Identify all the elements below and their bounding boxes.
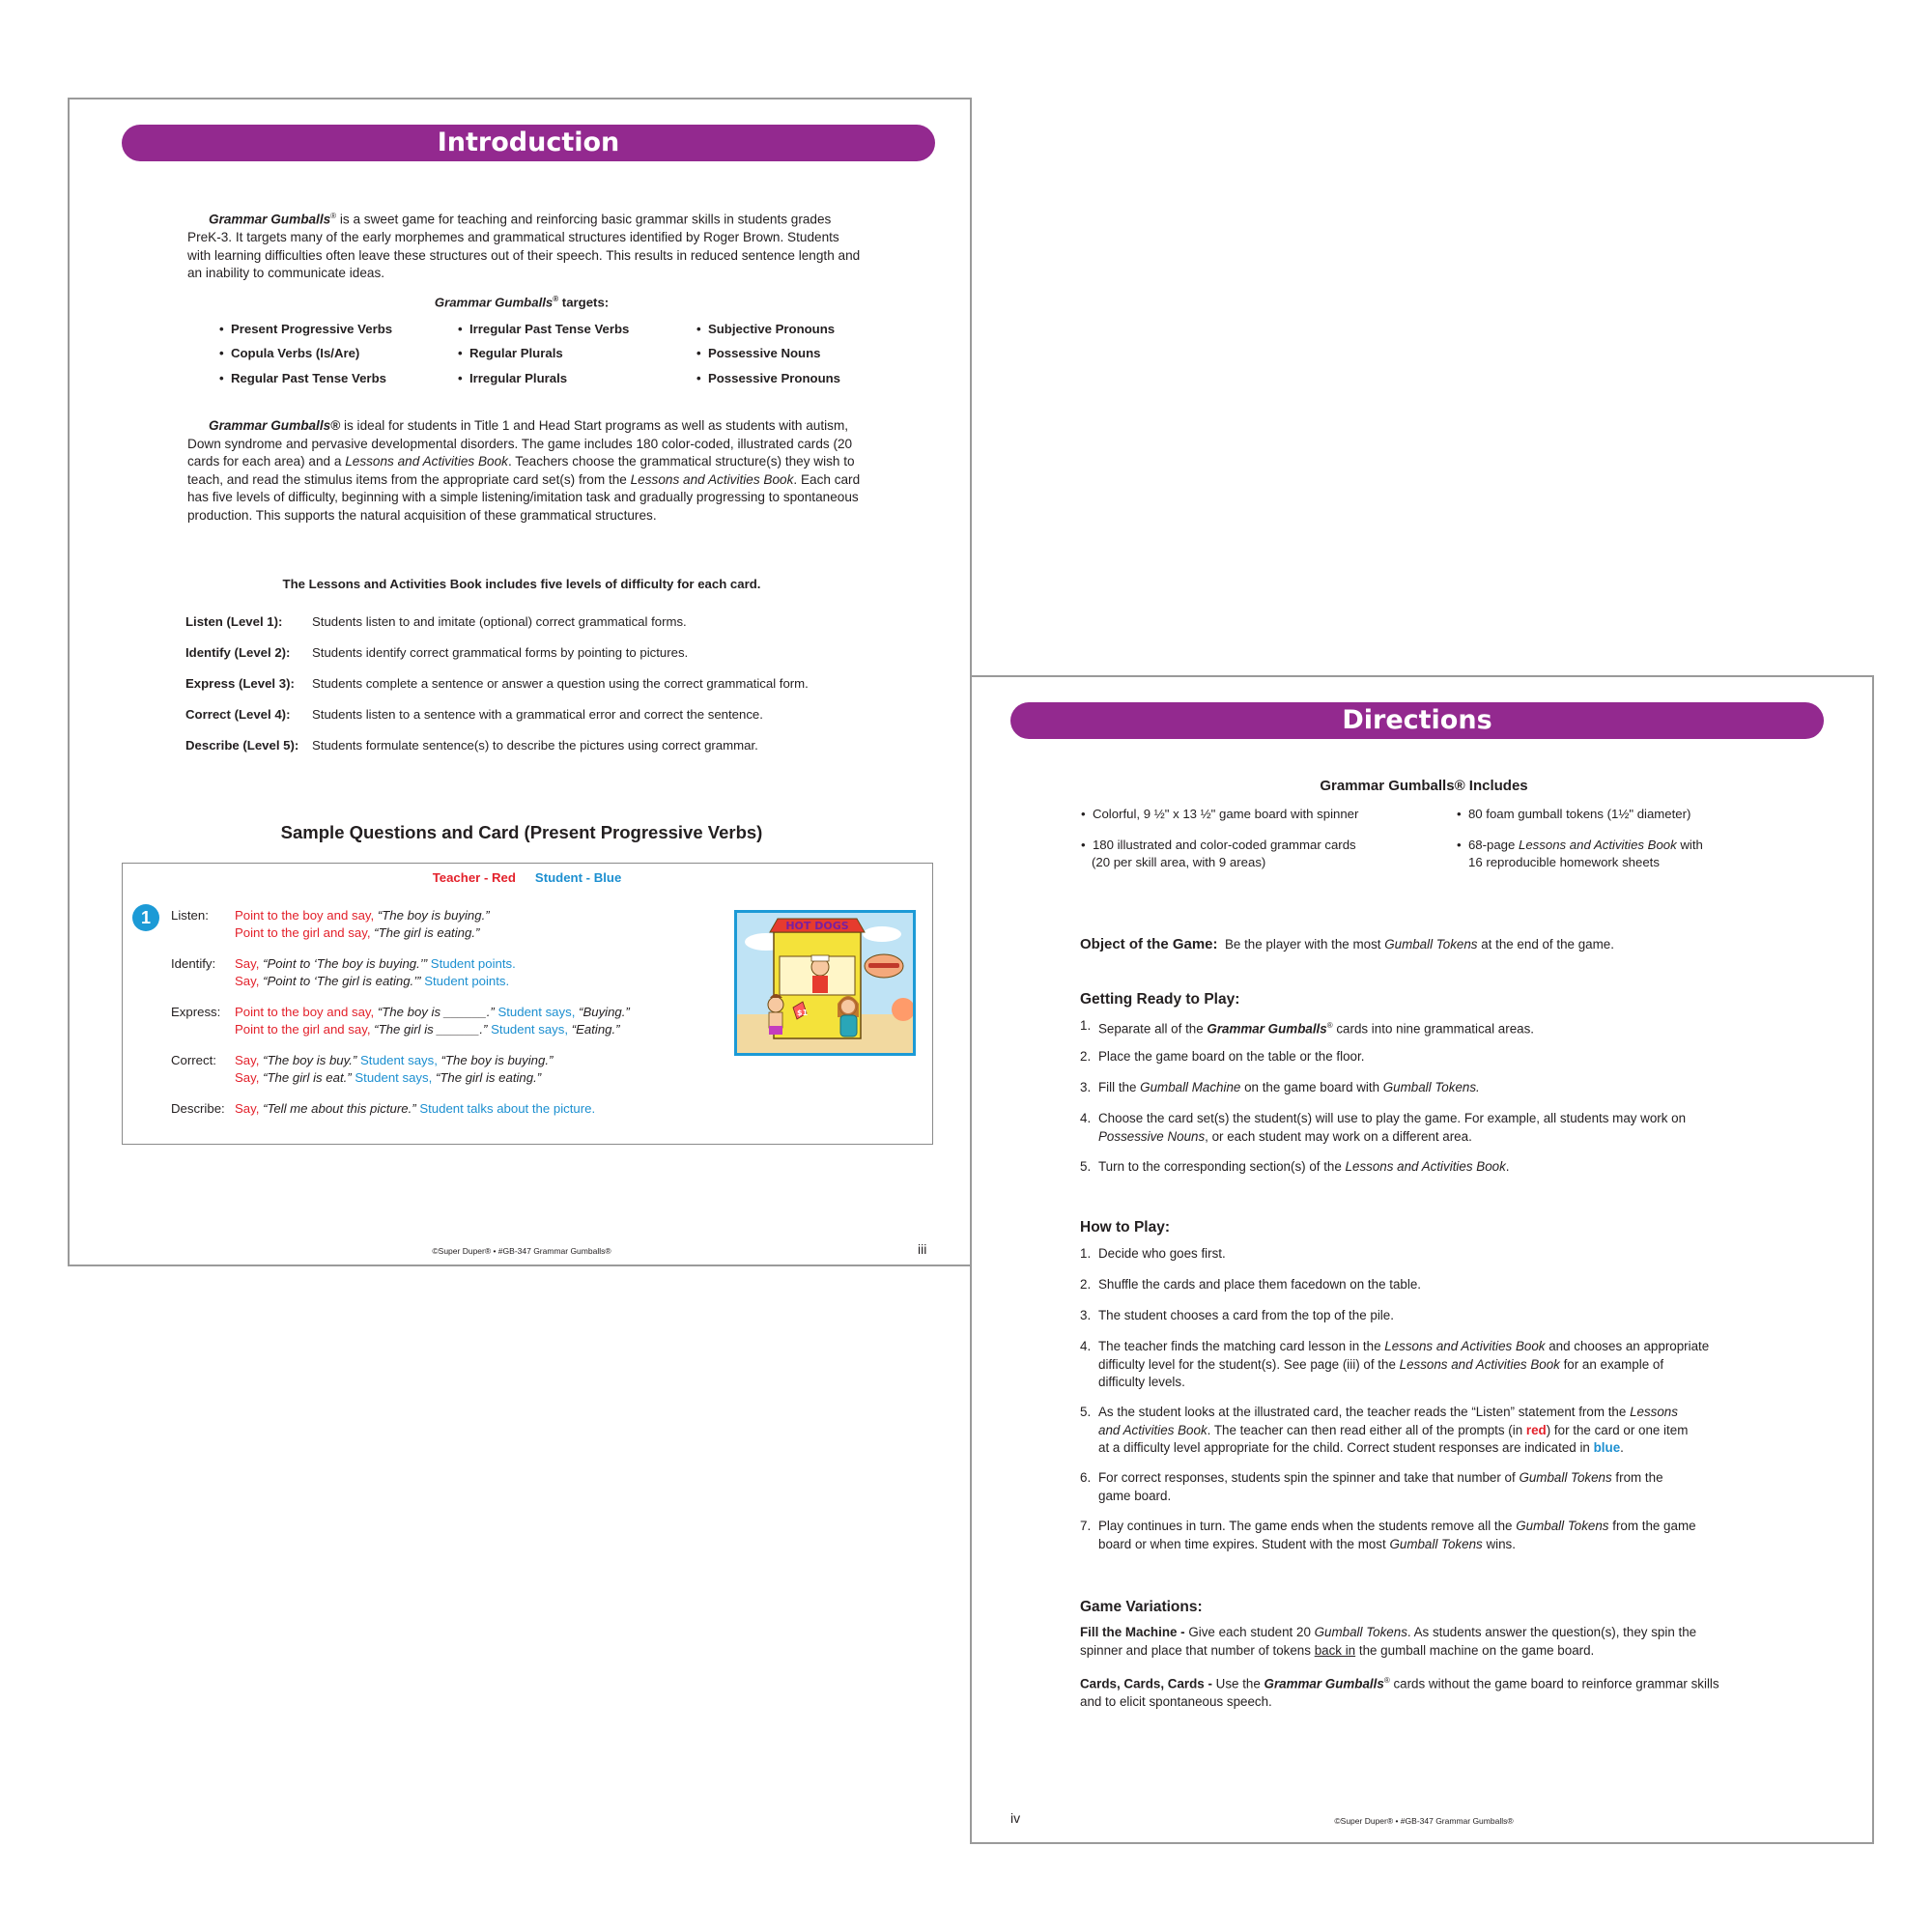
includes-item: • 80 foam gumball tokens (1½" diameter) xyxy=(1457,807,1691,821)
brand-name: Grammar Gumballs® xyxy=(209,418,341,433)
introduction-banner xyxy=(122,125,935,161)
targets-heading xyxy=(70,295,974,309)
describe-label: Describe: xyxy=(171,1101,225,1116)
prompt-line: Say, “The boy is buy.” Student says, “The boy is buying.” xyxy=(235,1053,554,1067)
card-number-badge: 1 xyxy=(132,904,159,931)
reg-mark: ® xyxy=(330,212,337,220)
includes-item-cont: 16 reproducible homework sheets xyxy=(1468,855,1660,869)
game-variations-heading: Game Variations: xyxy=(1080,1599,1203,1615)
book-title: Lessons and Activities Book xyxy=(630,471,794,487)
prompt-line: Point to the girl and say, “The girl is eating.” xyxy=(235,925,480,940)
level-desc: Students identify correct grammatical forms by pointing to pictures. xyxy=(312,645,689,660)
listen-label: Listen: xyxy=(171,908,209,923)
level-desc: Students listen to a sentence with a grammatical error and correct the sentence. xyxy=(312,707,763,722)
target-item: • Regular Past Tense Verbs xyxy=(219,371,386,385)
page-number: iv xyxy=(1010,1810,1021,1826)
introduction-title: Introduction xyxy=(437,128,620,157)
level-desc: Students complete a sentence or answer a question using the correct grammatical form. xyxy=(312,676,809,691)
how-to-play-heading: How to Play: xyxy=(1080,1219,1171,1236)
sample-heading: Sample Questions and Card (Present Progressive Verbs) xyxy=(280,822,763,842)
intro-text: is a sweet game for teaching and reinforcing basic grammar skills in students grades PreK-3. It targets many of the early morphemes and grammatical structures identified by Roger Brown. Students with learning difficulties often leave these structures out of their speech. This results in reduced sentence length and an inability to communicate ideas. xyxy=(187,212,861,281)
includes-item: • Colorful, 9 ½" x 13 ½" game board with spinner xyxy=(1081,807,1359,821)
prompt-line: Say, “Point to ‘The boy is buying.’” Student points. xyxy=(235,956,516,971)
sample-card xyxy=(122,863,933,1145)
prompt-line: Point to the boy and say, “The boy is buying.” xyxy=(235,908,490,923)
ideal-text: . Each card has five levels of difficulty, beginning with a simple listening/imitation task and gradually progressing to spontaneous production. This supports the natural acquisition of these grammatical structures. xyxy=(187,471,861,523)
level-name: Listen (Level 1): xyxy=(185,614,283,629)
target-item: • Irregular Plurals xyxy=(458,371,568,385)
hot-dog-stand-illustration xyxy=(734,910,916,1056)
includes-item: • 68-page Lessons and Activities Book with xyxy=(1457,838,1703,852)
page-footer: ©Super Duper® • #GB-347 Grammar Gumballs® xyxy=(1334,1816,1514,1826)
ideal-text: . Teachers choose the grammatical structure(s) they wish to teach, and read the stimulus items from the appropriate card set(s) from the xyxy=(187,454,855,487)
book-title: Lessons and Activities Book xyxy=(345,454,508,469)
targets-brand: Grammar Gumballs xyxy=(434,295,554,310)
level-name: Describe (Level 5): xyxy=(185,738,299,753)
level-name: Express (Level 3): xyxy=(185,676,295,691)
stand-price-text: $1 xyxy=(797,1009,809,1017)
brand-name: Grammar Gumballs xyxy=(209,212,331,227)
target-item: • Possessive Pronouns xyxy=(696,371,841,385)
levels-heading: The Lessons and Activities Book includes five levels of difficulty for each card. xyxy=(282,577,761,591)
prompt-line: Point to the girl and say, “The girl is ______.” Student says, “Eating.” xyxy=(235,1022,620,1037)
level-desc: Students listen to and imitate (optional) correct grammatical forms. xyxy=(312,614,687,629)
variation-cards: Cards, Cards, Cards - Use the Grammar Gumballs® cards without the game board to reinforce grammar skills and to elicit spontaneous speech. xyxy=(1080,1676,1719,1709)
includes-item-cont: (20 per skill area, with 9 areas) xyxy=(1092,855,1266,869)
prompt-line: Say, “Point to ‘The girl is eating.’” Student points. xyxy=(235,974,510,988)
targets-rest: targets: xyxy=(558,295,610,310)
legend-teacher: Teacher - Red xyxy=(432,870,516,885)
directions-title: Directions xyxy=(1342,705,1492,735)
prompt-line: Say, “Tell me about this picture.” Student talks about the picture. xyxy=(235,1101,596,1116)
includes-item: • 180 illustrated and color-coded grammar cards xyxy=(1081,838,1356,852)
target-item: • Present Progressive Verbs xyxy=(219,322,393,336)
page-footer: ©Super Duper® • #GB-347 Grammar Gumballs® xyxy=(432,1246,611,1256)
level-name: Identify (Level 2): xyxy=(185,645,291,660)
correct-label: Correct: xyxy=(171,1053,216,1067)
prompt-line: Point to the boy and say, “The boy is ______.” Student says, “Buying.” xyxy=(235,1005,630,1019)
legend-student: Student - Blue xyxy=(534,870,622,885)
directions-banner xyxy=(1010,702,1824,739)
page-introduction xyxy=(68,98,972,1266)
level-name: Correct (Level 4): xyxy=(185,707,291,722)
object-label: Object of the Game: xyxy=(1080,936,1218,952)
page-number: iii xyxy=(918,1241,927,1257)
ideal-text: is ideal for students in Title 1 and Head Start programs as well as students with autism, Down syndrome and pervasive developmental disorders. The game includes 180 color-coded, illustrated cards (20 cards for each area) and a xyxy=(187,418,853,469)
variation-fill-machine: Fill the Machine - Give each student 20 Gumball Tokens. As students answer the question(s), they spin the spinner and place that number of tokens back in the gumball machine on the game board. xyxy=(1080,1625,1697,1658)
includes-heading: Grammar Gumballs® Includes xyxy=(1320,778,1528,794)
target-item: • Copula Verbs (Is/Are) xyxy=(219,346,360,360)
getting-ready-heading: Getting Ready to Play: xyxy=(1080,991,1240,1008)
target-item: • Subjective Pronouns xyxy=(696,322,836,336)
hot-dog-stand-picture xyxy=(737,913,913,1053)
intro-paragraph xyxy=(187,208,866,283)
reg-mark: ® xyxy=(553,295,559,303)
object-of-game: Object of the Game: Be the player with the most Gumball Tokens at the end of the game. xyxy=(1080,936,1614,952)
page-directions: Directions Grammar Gumballs® Includes • Colorful, 9 ½" x 13 ½" game board with spinner • 180 illustrated and color-coded grammar cards (20 per skill area, with 9 areas) • 80 foam gumball tokens (1½" diameter) • 68-page Lessons and Activities Book with 16 reproducible homework sheets Object of the Game: Be the player with the most Gumball Tokens at the end of the game. Getting Ready to Play: 1. Separate all of the Grammar Gumballs® cards into nine grammatical areas. 2. Place the game board on the table or the floor. 3. Fill the Gumball Machine on the game board with Gumball Tokens. 4. Choose the card set(s) the student(s) will use to play the game. For example, all students may work on Possessive Nouns, or each student may work on a different area. 5. Turn to the corresponding section(s) of the Lessons and Activities Book. How to Play: 1. Decide who goes first. 2. Shuffle the cards and place them facedown on the table. 3. The student chooses a card from the top of the pile. 4. The teacher finds the matching card lesson in the Lessons and Activities Book and chooses an appropriate difficulty level for the student(s). See page (iii) of the Lessons and Activities Book for an example of difficulty levels. 5. As the student looks at the illustrated card, the teacher reads the “Listen” statement from the Lessons and Activities Book. The teacher can then read either all of the prompts (in red) for the card or one item at a difficulty level appropriate for the child. Correct student responses are indicated in blue. 6. For correct responses, students spin the spinner and take that number of Gumball Tokens from the game board. 7. Play continues in turn. The game ends when the students remove all the Gumball Tokens from the game board or when time expires. Student with the most Gumball Tokens wins. Game Variations: Fill the Machine - Give each student 20 Gumball Tokens. As students answer the question(s), they spin the spinner and place that number of tokens back in the gumball machine on the game board. Cards, Cards, Cards - Use the Grammar Gumballs® cards without the game board to reinforce grammar skills and to elicit spontaneous speech. ©Super Duper® • #GB-347 Grammar Gumballs® iv xyxy=(970,675,1874,1844)
ideal-paragraph xyxy=(187,417,868,525)
prompt-line: Say, “The girl is eat.” Student says, “The girl is eating.” xyxy=(235,1070,542,1085)
identify-label: Identify: xyxy=(171,956,216,971)
target-item: • Regular Plurals xyxy=(458,346,563,360)
target-item: • Possessive Nouns xyxy=(696,346,821,360)
target-item: • Irregular Past Tense Verbs xyxy=(458,322,630,336)
stand-sign-text: HOT DOGS xyxy=(785,920,849,932)
express-label: Express: xyxy=(171,1005,221,1019)
card-legend xyxy=(123,870,931,885)
level-desc: Students formulate sentence(s) to describe the pictures using correct grammar. xyxy=(312,738,758,753)
